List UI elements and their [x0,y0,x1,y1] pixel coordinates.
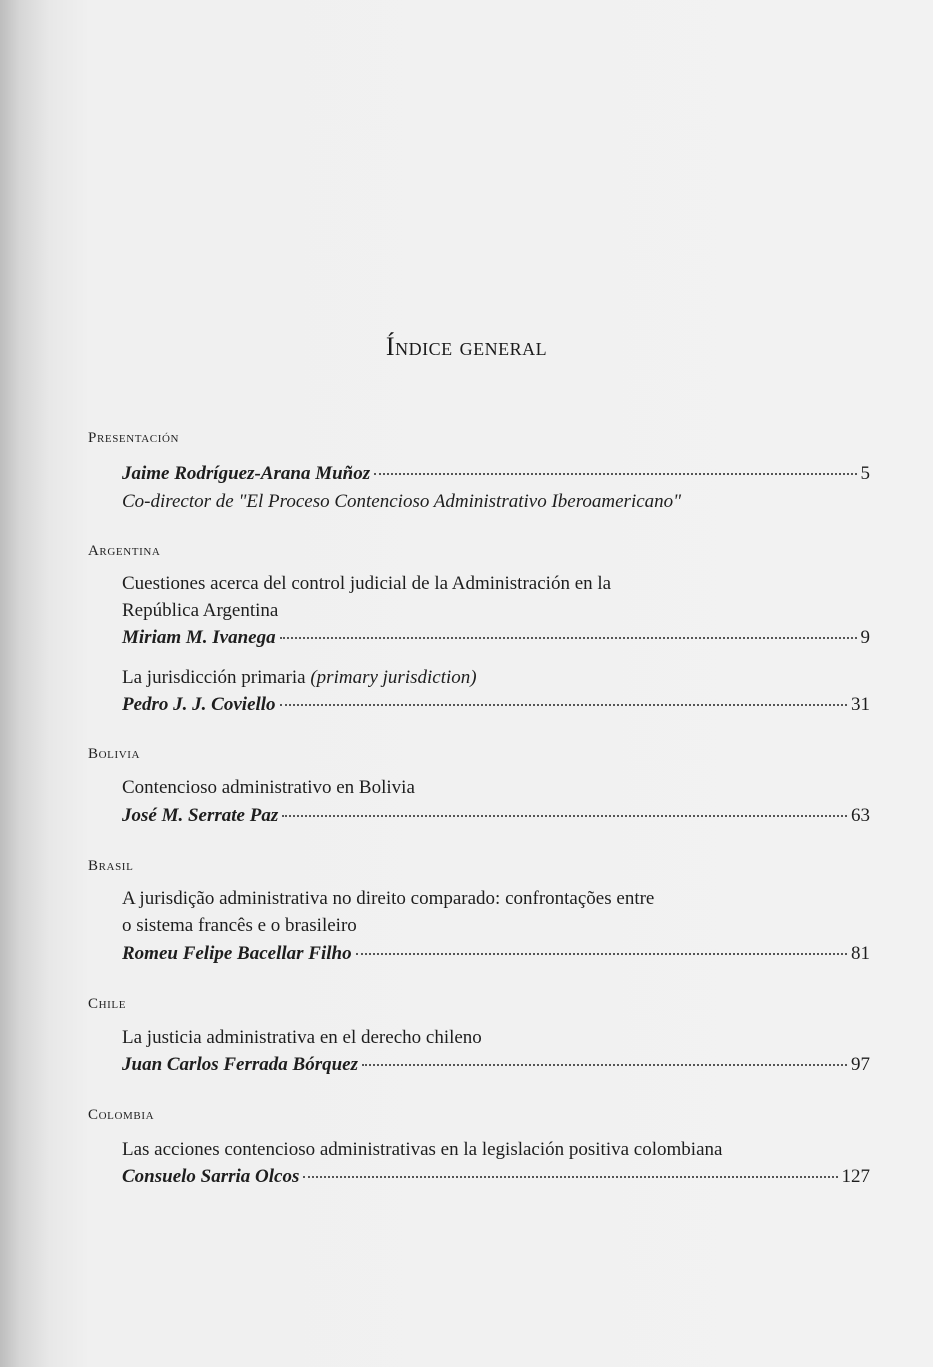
page-number: 31 [851,694,870,715]
toc-entry-colombia-1[interactable] [122,1165,870,1189]
entry-title: Contencioso administrativo en Bolivia [122,777,415,798]
entry-author: Consuelo Sarria Olcos [122,1166,300,1187]
dot-leader [282,815,847,817]
title-initial: Í [385,332,396,361]
entry-title: A jurisdição administrativa no direito comparado: confrontações entre [122,888,655,909]
dot-leader [280,637,857,639]
toc-entry-argentina-1[interactable] [122,626,870,650]
dot-leader [362,1064,847,1066]
page-number: 63 [851,805,870,826]
entry-author: Pedro J. J. Coviello [122,694,276,715]
page-number: 81 [851,943,870,964]
toc-entry-argentina-2[interactable] [122,693,870,717]
entry-title-text: La jurisdicción primaria [122,667,306,688]
toc-entry-bolivia-1[interactable] [122,804,870,828]
page-number: 5 [860,463,870,484]
entry-title-continued: o sistema francês e o brasileiro [122,915,357,936]
entry-author: Juan Carlos Ferrada Bórquez [122,1054,358,1075]
section-heading-brasil: Brasil [88,858,134,874]
section-heading-colombia: Colombia [88,1107,155,1123]
dot-leader [356,953,847,955]
section-heading-presentacion: Presentación [88,430,180,446]
entry-title: Las acciones contencioso administrativas en la legislación positiva colombiana [122,1139,723,1160]
toc-entry-presentacion[interactable] [122,462,870,486]
entry-title [122,666,477,690]
toc-entry-brasil-1[interactable] [122,942,870,966]
entry-author: Romeu Felipe Bacellar Filho [122,943,352,964]
page-number: 127 [841,1166,870,1187]
dot-leader [374,473,856,475]
entry-author: José M. Serrate Paz [122,805,279,826]
entry-note: Co-director de "El Proceso Contencioso Administrativo Iberoamericano" [122,491,682,512]
page-title [0,332,933,362]
dot-leader [303,1176,837,1178]
entry-author: Miriam M. Ivanega [122,627,276,648]
entry-author: Jaime Rodríguez-Arana Muñoz [122,463,371,484]
section-heading-chile: Chile [88,996,127,1012]
entry-title: La justicia administrativa en el derecho chileno [122,1027,482,1048]
section-heading-bolivia: Bolivia [88,746,141,762]
page-number: 97 [851,1054,870,1075]
title-rest: ndice general [395,332,548,361]
dot-leader [280,704,847,706]
page-number: 9 [860,627,870,648]
entry-title-continued: República Argentina [122,600,279,621]
entry-title: Cuestiones acerca del control judicial de la Administración en la [122,573,612,594]
entry-title-italic: (primary jurisdiction) [310,667,477,688]
section-heading-argentina: Argentina [88,543,161,559]
toc-entry-chile-1[interactable] [122,1053,870,1077]
